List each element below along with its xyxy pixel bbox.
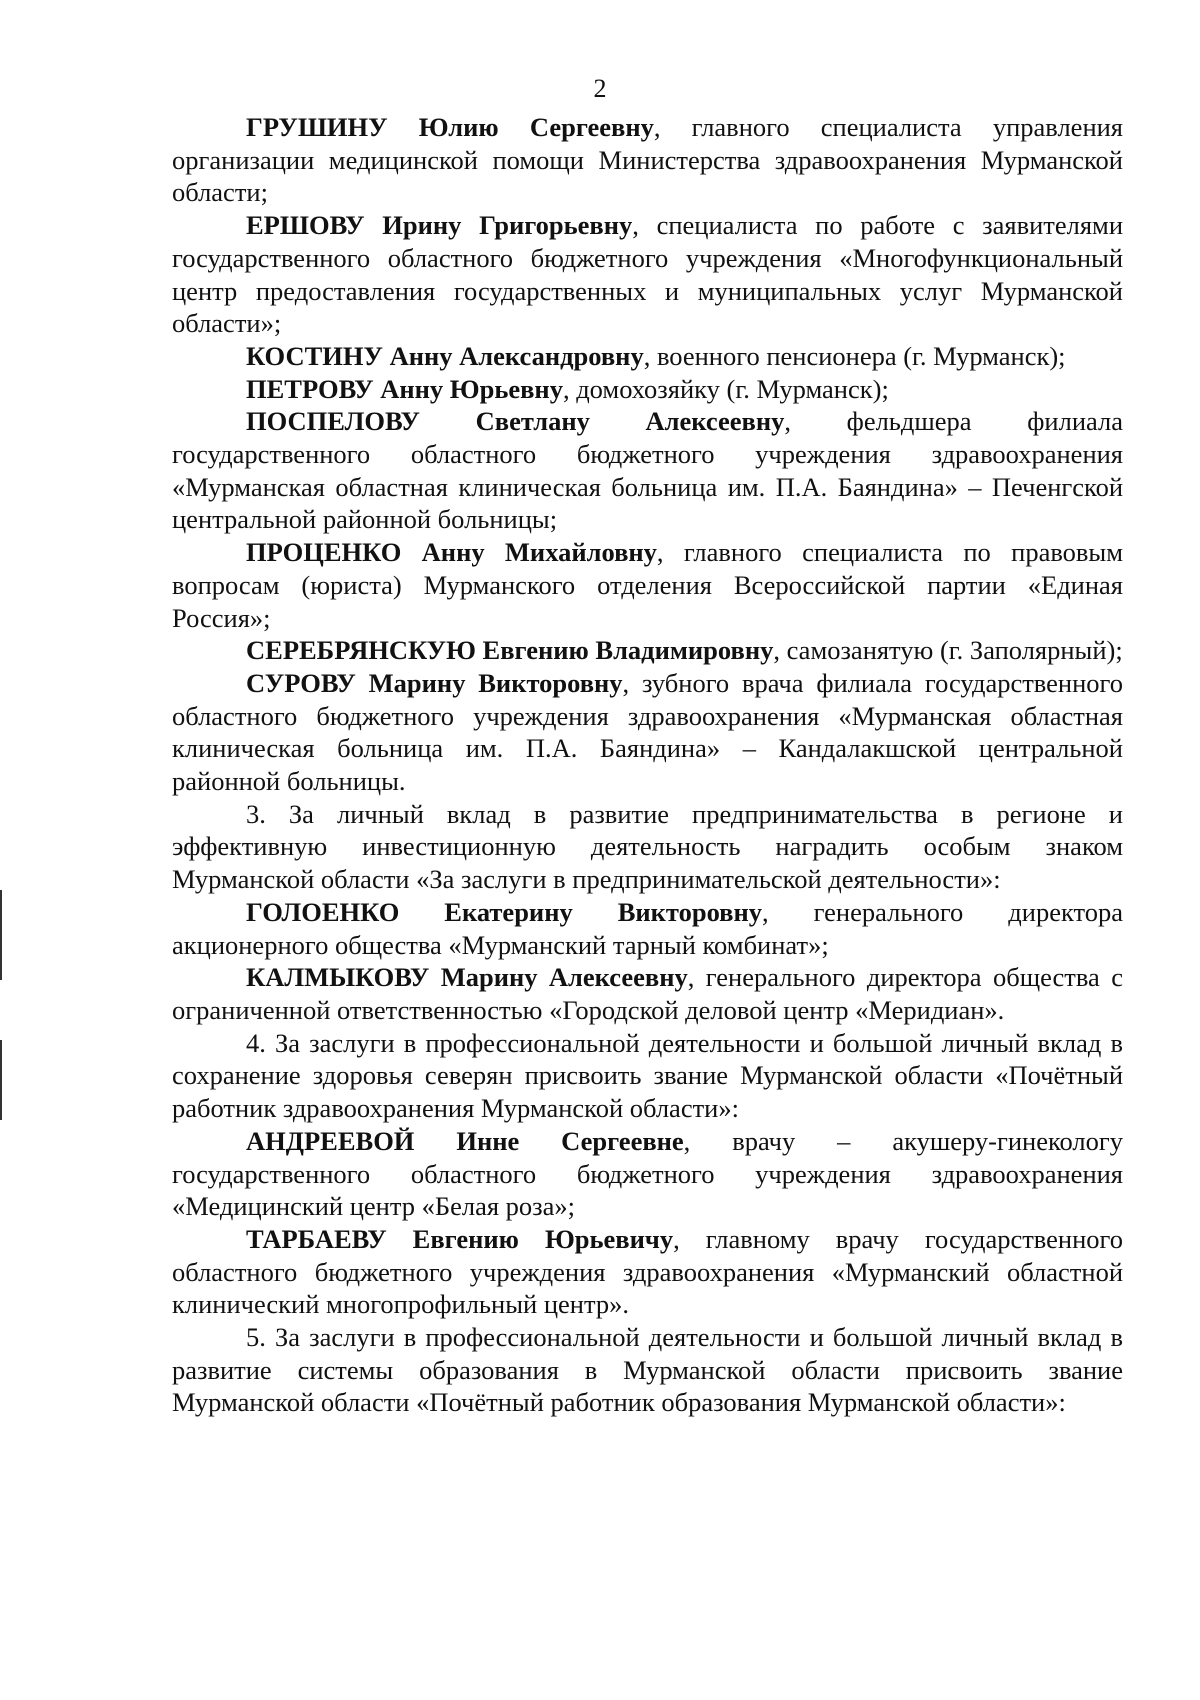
paragraph-surova: [172, 667, 1123, 798]
paragraph-protsenko: [172, 536, 1123, 634]
paragraph-serebryanskaya: [172, 634, 1123, 667]
person-description: , специалиста по работе с заявителями государственного областного бюджетного учреждения «Многофункциональный центр предоставления государственных и муниципальных услуг Мурманской области»;: [172, 210, 1123, 339]
person-name: ГОЛОЕНКО Екатерину Викторовну: [246, 896, 762, 927]
person-name: ТАРБАЕВУ Евгению Юрьевичу: [246, 1223, 674, 1254]
person-name: ПРОЦЕНКО Анну Михайловну: [246, 537, 657, 568]
paragraph-andreeva: [172, 1125, 1123, 1223]
person-description: , генерального директора акционерного общества «Мурманский тарный комбинат»;: [172, 896, 1123, 960]
person-name: КОСТИНУ Анну Александровну: [246, 340, 644, 371]
clause-text: 3. За личный вклад в развитие предпринимательства в регионе и эффективную инвестиционную деятельность наградить особым знаком Мурманской области «За заслуги в предпринимательской деятельности»:: [172, 798, 1123, 895]
person-name: ПЕТРОВУ Анну Юрьевну: [246, 373, 563, 404]
paragraph-pospelova: [172, 405, 1123, 536]
paragraph-kalmykova: [172, 961, 1123, 1026]
left-margin-mark: [0, 1040, 2, 1120]
person-description: , домохозяйку (г. Мурманск);: [562, 373, 889, 404]
left-margin-mark: [0, 890, 2, 980]
page-number: 2: [593, 74, 607, 103]
person-description: , врачу – акушеру-гинекологу государственного областного бюджетного учреждения здравоохранения «Медицинский центр «Белая роза»;: [172, 1125, 1123, 1222]
person-description: , самозанятую (г. Заполярный);: [773, 635, 1123, 666]
paragraph-goloenko: [172, 896, 1123, 961]
person-name: КАЛМЫКОВУ Марину Алексеевну: [246, 962, 688, 993]
person-name: АНДРЕЕВОЙ Инне Сергеевне: [246, 1125, 684, 1156]
person-description: , военного пенсионера (г. Мурманск);: [643, 340, 1066, 371]
person-description: , главного специалиста по правовым вопросам (юриста) Мурманского отделения Всероссийской партии «Единая Россия»;: [172, 537, 1123, 633]
clause-3: [172, 798, 1123, 896]
person-name: ЕРШОВУ Ирину Григорьевну: [246, 210, 633, 241]
paragraph-petrova: [172, 373, 1123, 406]
person-description: , генерального директора общества с ограниченной ответственностью «Городской деловой центр «Меридиан».: [172, 962, 1123, 1025]
clause-4: [172, 1027, 1123, 1125]
clause-text: 5. За заслуги в профессиональной деятельности и большой личный вклад в развитие системы образования в Мурманской области присвоить звание Мурманской области «Почётный работник образования Мурманской области»:: [172, 1322, 1123, 1418]
clause-5: [172, 1321, 1123, 1419]
clause-text: 4. За заслуги в профессиональной деятельности и большой личный вклад в сохранение здоровья северян присвоить звание Мурманской области «Почётный работник здравоохранения Мурманской области»:: [172, 1027, 1123, 1124]
person-description: , главному врачу государственного областного бюджетного учреждения здравоохранения «Мурманский областной клинический многопрофильный центр».: [172, 1223, 1123, 1320]
person-description: , зубного врача филиала государственного областного бюджетного учреждения здравоохранения «Мурманская областная клиническая больница им. П.А. Баяндина» – Кандалакшской центральной районной больницы.: [172, 667, 1124, 797]
person-description: , главного специалиста управления организации медицинской помощи Министерства здравоохранения Мурманской области;: [172, 112, 1123, 208]
paragraph-ershova: [172, 209, 1123, 340]
paragraph-kostina: [172, 340, 1123, 373]
person-name: ГРУШИНУ Юлию Сергеевну: [246, 112, 654, 142]
person-description: , фельдшера филиала государственного областного бюджетного учреждения здравоохранения «Мурманская областная клиническая больница им. П.А. Баяндина» – Печенгской центральной районной больницы;: [172, 406, 1123, 535]
document-body: [172, 111, 1123, 1419]
person-name: ПОСПЕЛОВУ Светлану Алексеевну: [246, 406, 785, 437]
paragraph-tarbaev: [172, 1223, 1123, 1321]
person-name: СЕРЕБРЯНСКУЮ Евгению Владимировну: [246, 635, 774, 666]
paragraph-grushina: [172, 111, 1123, 209]
person-name: СУРОВУ Марину Викторовну: [246, 667, 623, 698]
